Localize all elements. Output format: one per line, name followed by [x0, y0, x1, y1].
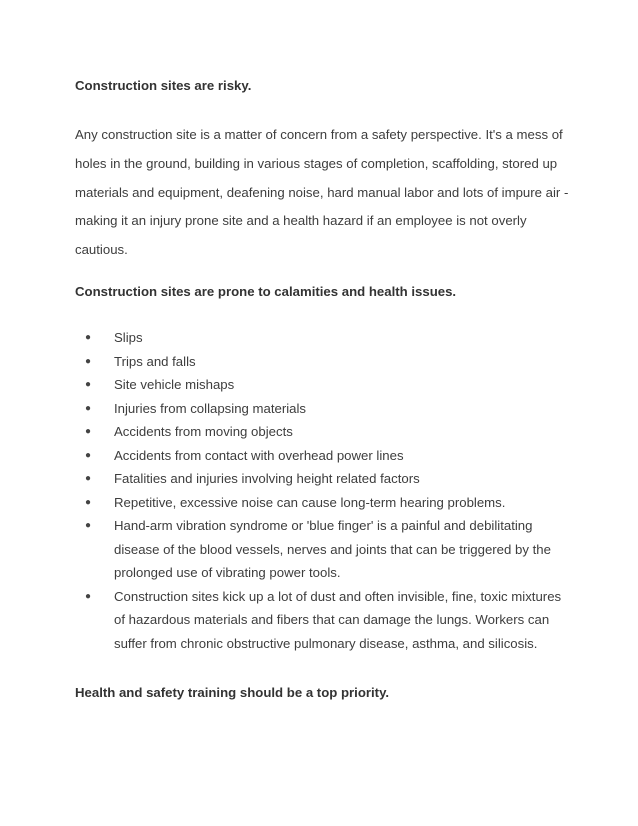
bullet-dot-icon: ●	[85, 520, 92, 531]
bullet-dot-icon: ●	[85, 496, 92, 508]
list-item-text	[114, 326, 143, 350]
paragraph-line: making it an injury prone site and a health hazard if an employee is not overly	[75, 213, 527, 229]
list-item-text	[114, 467, 420, 491]
intro-paragraph	[75, 121, 575, 265]
paragraph-line: cautious.	[75, 242, 128, 258]
list-item-text	[114, 514, 551, 585]
bullet-dot-icon: ●	[85, 332, 92, 343]
list-item-line: prolonged use of vibrating power tools.	[114, 565, 341, 580]
list-item-line: Construction sites kick up a lot of dust and often invisible, fine, toxic mixtures	[114, 588, 562, 604]
list-item-text	[114, 491, 505, 515]
paragraph-line: holes in the ground, building in various stages of completion, scaffolding, stored up	[75, 155, 558, 171]
list-item-line: disease of the blood vessels, nerves and joints that can be triggered by the	[114, 541, 551, 557]
list-item-text	[114, 397, 306, 421]
section-heading-risky: Construction sites are risky.	[75, 78, 252, 93]
section-heading-calamities: Construction sites are prone to calamities and health issues.	[75, 284, 457, 299]
list-item-text	[114, 373, 234, 397]
bullet-dot-icon: ●	[85, 473, 92, 484]
bullet-dot-icon: ●	[85, 379, 92, 390]
list-item-line: Site vehicle mishaps	[114, 377, 235, 392]
bullet-dot-icon: ●	[85, 402, 92, 414]
list-item-line: Repetitive, excessive noise can cause long-term hearing problems.	[114, 494, 506, 510]
bullet-dot-icon: ●	[85, 590, 92, 602]
list-item-line: Fatalities and injuries involving height related factors	[114, 471, 420, 486]
list-item-line: Accidents from contact with overhead power lines	[114, 447, 404, 463]
list-item-text	[114, 420, 293, 444]
list-item-text	[114, 585, 561, 656]
list-item-line: Accidents from moving objects	[114, 424, 293, 439]
list-item-text	[114, 350, 196, 374]
bullet-dot-icon: ●	[85, 426, 92, 437]
paragraph-line: materials and equipment, deafening noise, hard manual labor and lots of impure air -	[75, 184, 569, 200]
list-item-line: Injuries from collapsing materials	[114, 400, 307, 416]
list-item-line: of hazardous materials and fibers that can damage the lungs. Workers can	[114, 612, 550, 627]
bullet-dot-icon: ●	[85, 355, 92, 367]
list-item-text	[114, 444, 404, 468]
list-item-line: Trips and falls	[114, 353, 196, 369]
list-item-line: Hand-arm vibration syndrome or 'blue finger' is a painful and debilitating	[114, 518, 533, 533]
list-item-line: suffer from chronic obstructive pulmonary disease, asthma, and silicosis.	[114, 635, 538, 651]
section-heading-training: Health and safety training should be a top priority.	[75, 685, 390, 700]
list-item-line: Slips	[114, 330, 143, 345]
paragraph-line: Any construction site is a matter of concern from a safety perspective. It's a mess of	[75, 127, 563, 142]
bullet-dot-icon: ●	[85, 449, 92, 461]
